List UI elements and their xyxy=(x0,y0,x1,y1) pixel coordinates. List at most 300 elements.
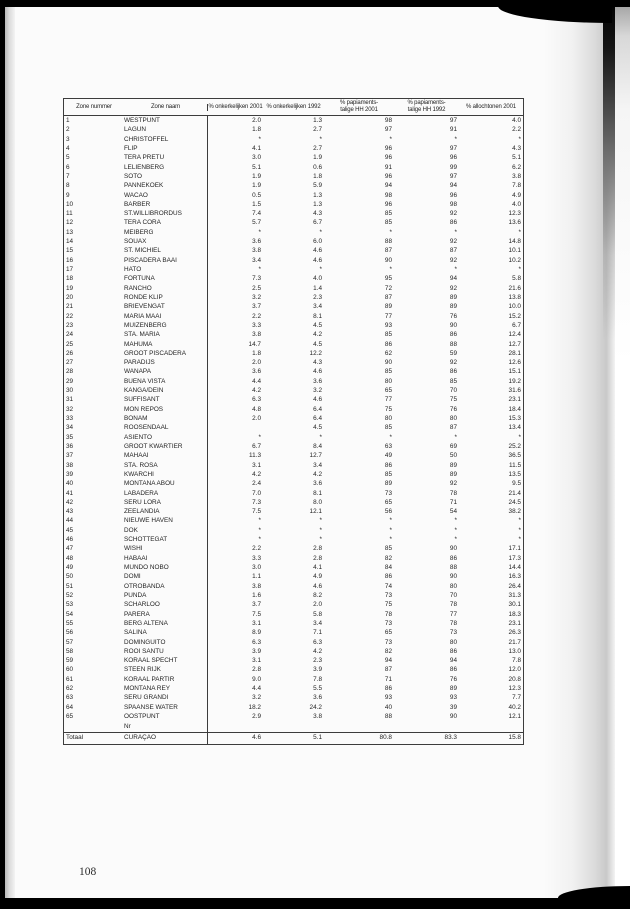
column-header-zone-naam: Zone naam xyxy=(150,103,180,110)
pct-allochtonen-2001-cell: 21.6 xyxy=(508,284,521,292)
pct-papiamentstalige-hh-1992-cell: 89 xyxy=(449,293,457,301)
pct-onkerkelijken-1992-cell: 4.2 xyxy=(313,331,322,339)
pct-papiamentstalige-hh-1992-cell: 91 xyxy=(449,126,457,134)
pct-onkerkelijken-1992-cell: 12.2 xyxy=(309,349,322,357)
pct-onkerkelijken-2001-cell: 4.2 xyxy=(207,470,263,479)
pct-papiamentstalige-hh-1992-cell: 89 xyxy=(449,685,457,693)
pct-onkerkelijken-2001-cell: 3.0 xyxy=(207,563,263,572)
pct-onkerkelijken-2001-cell: 3.4 xyxy=(207,256,263,265)
zone-number-cell: 7 xyxy=(66,172,70,180)
zone-number-cell: 46 xyxy=(66,536,74,544)
pct-allochtonen-2001-cell: 19.2 xyxy=(508,377,521,385)
zone-name-cell: ROOI SANTU xyxy=(124,647,164,655)
pct-papiamentstalige-hh-1992-cell: 86 xyxy=(449,219,457,227)
pct-onkerkelijken-2001-cell: 6.3 xyxy=(207,395,263,404)
pct-onkerkelijken-2001-cell: 3.9 xyxy=(207,647,263,656)
pct-allochtonen-2001-cell: 18.3 xyxy=(508,610,521,618)
pct-onkerkelijken-2001-cell: 2.2 xyxy=(207,544,263,553)
pct-onkerkelijken-2001-cell: * xyxy=(207,265,263,274)
pct-onkerkelijken-1992-cell: 8.0 xyxy=(313,498,322,506)
table-row xyxy=(64,461,523,470)
pct-papiamentstalige-hh-1992-cell: 80 xyxy=(449,582,457,590)
table-row xyxy=(64,479,523,488)
table-row xyxy=(64,405,523,414)
pct-onkerkelijken-1992-cell: 3.6 xyxy=(313,694,322,702)
table-row xyxy=(64,302,523,311)
column-header-zone-nummer: Zone nummer xyxy=(76,103,112,110)
zone-name-cell: MEIBERG xyxy=(124,228,154,236)
pct-papiamentstalige-hh-2001-cell: 80.8 xyxy=(379,734,392,742)
pct-onkerkelijken-2001-cell: 7.5 xyxy=(207,610,263,619)
pct-allochtonen-2001-cell: 7.8 xyxy=(512,657,521,665)
zone-number-cell: 34 xyxy=(66,424,74,432)
zone-number-cell: 25 xyxy=(66,340,74,348)
zone-name-cell: TERA CORA xyxy=(124,219,161,227)
pct-onkerkelijken-1992-cell: 5.5 xyxy=(313,685,322,693)
table-row xyxy=(64,414,523,423)
table-row xyxy=(64,153,523,162)
pct-papiamentstalige-hh-1992-cell: 80 xyxy=(449,415,457,422)
pct-papiamentstalige-hh-1992-cell: 89 xyxy=(449,470,457,478)
pct-allochtonen-2001-cell: 12.6 xyxy=(508,359,521,367)
zone-name-cell: DOMINGUITO xyxy=(124,638,166,646)
pct-onkerkelijken-1992-cell: 6.4 xyxy=(313,405,322,413)
pct-onkerkelijken-1992-cell: 4.0 xyxy=(313,275,322,283)
pct-allochtonen-2001-cell: * xyxy=(518,433,521,441)
pct-onkerkelijken-1992-cell: 4.6 xyxy=(313,256,322,264)
pct-allochtonen-2001-cell: 14.8 xyxy=(508,238,521,246)
zone-number-cell: 47 xyxy=(66,545,74,553)
pct-papiamentstalige-hh-2001-cell: 85 xyxy=(384,368,392,376)
zone-number-cell: 11 xyxy=(66,210,73,218)
pct-onkerkelijken-2001-cell: 2.2 xyxy=(207,312,263,321)
pct-papiamentstalige-hh-1992-cell: 92 xyxy=(449,284,457,292)
nr-label-row xyxy=(64,721,523,732)
zone-number-cell: 53 xyxy=(66,601,74,609)
pct-onkerkelijken-2001-cell: 3.7 xyxy=(207,600,263,609)
zone-number-cell: 26 xyxy=(66,349,74,357)
pct-onkerkelijken-1992-cell: 3.4 xyxy=(313,303,322,311)
pct-allochtonen-2001-cell: 21.7 xyxy=(508,638,521,646)
pct-allochtonen-2001-cell: 3.8 xyxy=(512,172,521,180)
pct-onkerkelijken-2001-cell: 18.2 xyxy=(207,703,263,712)
pct-papiamentstalige-hh-2001-cell: 77 xyxy=(384,312,392,320)
pct-onkerkelijken-1992-cell: 6.0 xyxy=(313,238,322,246)
pct-allochtonen-2001-cell: 4.9 xyxy=(512,191,521,199)
zone-name-cell: KORAAL PARTIR xyxy=(124,675,175,683)
pct-onkerkelijken-2001-cell: 5.1 xyxy=(207,163,263,172)
pct-allochtonen-2001-cell: 40.2 xyxy=(508,703,521,711)
pct-onkerkelijken-1992-cell: 5.1 xyxy=(313,734,322,742)
pct-papiamentstalige-hh-1992-cell: * xyxy=(454,526,457,534)
pct-papiamentstalige-hh-2001-cell: 72 xyxy=(384,284,392,292)
pct-allochtonen-2001-cell: 12.3 xyxy=(508,685,521,693)
table-row xyxy=(64,144,523,153)
pct-onkerkelijken-1992-cell: 4.1 xyxy=(313,564,322,571)
zone-name-cell: FORTUNA xyxy=(124,275,155,283)
pct-onkerkelijken-2001-cell xyxy=(207,423,263,432)
pct-onkerkelijken-2001-cell: 3.8 xyxy=(207,246,263,255)
pct-allochtonen-2001-cell: 10.0 xyxy=(508,303,521,311)
scan-left-page-edge xyxy=(5,0,15,909)
zone-name-cell: GROOT KWARTIER xyxy=(124,442,183,450)
pct-allochtonen-2001-cell: 20.8 xyxy=(508,675,521,683)
table-row xyxy=(64,423,523,432)
pct-papiamentstalige-hh-2001-cell: 97 xyxy=(384,126,392,134)
pct-allochtonen-2001-cell: * xyxy=(518,526,521,534)
zone-name-cell: BERG ALTENA xyxy=(124,619,168,627)
pct-papiamentstalige-hh-2001-cell: 82 xyxy=(384,554,392,562)
table-row xyxy=(64,675,523,684)
pct-papiamentstalige-hh-1992-cell: 92 xyxy=(449,210,457,218)
pct-onkerkelijken-2001-cell: * xyxy=(207,433,263,442)
table-row xyxy=(64,665,523,674)
pct-onkerkelijken-2001-cell: 0.5 xyxy=(207,191,263,200)
pct-papiamentstalige-hh-2001-cell: 80 xyxy=(384,415,392,422)
table-header-row xyxy=(64,98,523,116)
pct-papiamentstalige-hh-1992-cell: 78 xyxy=(449,619,457,627)
pct-allochtonen-2001-cell: 12.7 xyxy=(508,340,521,348)
pct-papiamentstalige-hh-2001-cell: 93 xyxy=(384,321,392,329)
pct-onkerkelijken-1992-cell: 1.3 xyxy=(313,200,322,208)
pct-onkerkelijken-1992-cell: 4.6 xyxy=(313,396,322,404)
table-row xyxy=(64,395,523,404)
pct-onkerkelijken-2001-cell: 14.7 xyxy=(207,340,263,349)
pct-papiamentstalige-hh-1992-cell: 94 xyxy=(449,182,457,190)
pct-onkerkelijken-1992-cell: 3.8 xyxy=(313,713,322,720)
zone-name-cell: SALINA xyxy=(124,629,147,637)
pct-allochtonen-2001-cell: 15.2 xyxy=(508,312,521,320)
pct-onkerkelijken-1992-cell: 4.6 xyxy=(313,582,322,590)
pct-papiamentstalige-hh-2001-cell: 96 xyxy=(384,154,392,162)
column-header-papiamentstalige-hh-2001: % papiaments- talige HH 2001 xyxy=(339,100,379,113)
pct-papiamentstalige-hh-2001-cell: 86 xyxy=(384,573,392,581)
pct-papiamentstalige-hh-2001-cell: 75 xyxy=(384,405,392,413)
pct-onkerkelijken-1992-cell: 1.4 xyxy=(313,284,322,292)
zone-name-cell: RANCHO xyxy=(124,284,152,292)
pct-onkerkelijken-1992-cell: 4.6 xyxy=(313,368,322,376)
pct-onkerkelijken-2001-cell: 3.0 xyxy=(207,153,263,162)
pct-papiamentstalige-hh-2001-cell: * xyxy=(389,536,392,544)
zone-number-cell: 60 xyxy=(66,666,74,674)
pct-onkerkelijken-2001-cell: 2.8 xyxy=(207,665,263,674)
table-row xyxy=(64,470,523,479)
zone-name-cell: OTROBANDA xyxy=(124,582,165,590)
pct-onkerkelijken-2001-cell: 2.9 xyxy=(207,712,263,721)
zone-number-cell: 42 xyxy=(66,498,74,506)
pct-onkerkelijken-2001-cell: * xyxy=(207,526,263,535)
pct-allochtonen-2001-cell: 13.0 xyxy=(508,647,521,655)
zone-name-cell: MUIZENBERG xyxy=(124,321,167,329)
table-row xyxy=(64,293,523,302)
zone-number-cell: 16 xyxy=(66,256,74,264)
zone-number-cell: 36 xyxy=(66,442,74,450)
pct-papiamentstalige-hh-1992-cell: 90 xyxy=(449,573,457,581)
zone-name-cell: CHRISTOFFEL xyxy=(124,135,169,143)
pct-onkerkelijken-2001-cell: 4.8 xyxy=(207,405,263,414)
pct-onkerkelijken-1992-cell: * xyxy=(319,536,322,544)
zone-number-cell: 55 xyxy=(66,619,74,627)
zone-number-cell: 19 xyxy=(66,284,74,292)
pct-onkerkelijken-2001-cell: 3.2 xyxy=(207,693,263,702)
pct-papiamentstalige-hh-2001-cell: 85 xyxy=(384,545,392,553)
pct-allochtonen-2001-cell: 31.3 xyxy=(508,591,521,599)
zone-number-cell: 57 xyxy=(66,638,74,646)
pct-allochtonen-2001-cell: 23.1 xyxy=(508,396,521,404)
pct-allochtonen-2001-cell: 12.3 xyxy=(508,210,521,218)
pct-papiamentstalige-hh-1992-cell: 92 xyxy=(449,480,457,488)
zone-name-cell: STA. MARIA xyxy=(124,331,160,339)
pct-papiamentstalige-hh-2001-cell: 71 xyxy=(384,675,392,683)
pct-papiamentstalige-hh-1992-cell: * xyxy=(454,517,457,525)
pct-papiamentstalige-hh-1992-cell: 99 xyxy=(449,163,457,171)
pct-allochtonen-2001-cell: 17.3 xyxy=(508,554,521,562)
pct-onkerkelijken-2001-cell: 7.0 xyxy=(207,489,263,498)
pct-papiamentstalige-hh-1992-cell: 89 xyxy=(449,303,457,311)
pct-allochtonen-2001-cell: 10.1 xyxy=(508,247,521,255)
pct-papiamentstalige-hh-1992-cell: * xyxy=(454,536,457,544)
pct-papiamentstalige-hh-1992-cell: 86 xyxy=(449,554,457,562)
zone-name-cell: MUNDO NOBO xyxy=(124,564,169,571)
zone-number-cell: 62 xyxy=(66,685,74,693)
pct-onkerkelijken-2001-cell: 1.8 xyxy=(207,349,263,358)
pct-papiamentstalige-hh-2001-cell: 90 xyxy=(384,256,392,264)
zone-number-cell: 32 xyxy=(66,405,74,413)
pct-papiamentstalige-hh-1992-cell: 87 xyxy=(449,247,457,255)
pct-onkerkelijken-2001-cell: 1.5 xyxy=(207,200,263,209)
pct-papiamentstalige-hh-1992-cell: 70 xyxy=(449,387,457,395)
zone-number-cell: 12 xyxy=(66,219,74,227)
pct-papiamentstalige-hh-2001-cell: 86 xyxy=(384,685,392,693)
zone-name-cell: LABADERA xyxy=(124,489,159,497)
pct-onkerkelijken-1992-cell: 4.6 xyxy=(313,247,322,255)
column-header-onkerkelijken-1992: % onkerkelijken 1992 xyxy=(266,103,321,110)
pct-onkerkelijken-1992-cell: 2.8 xyxy=(313,554,322,562)
zone-name-cell: LELIENBERG xyxy=(124,163,165,171)
pct-onkerkelijken-1992-cell: 4.9 xyxy=(313,573,322,581)
scan-edge-bottom xyxy=(0,898,630,909)
table-row xyxy=(64,181,523,190)
table-row xyxy=(64,200,523,209)
zone-name-cell: OOSTPUNT xyxy=(124,713,160,720)
pct-onkerkelijken-1992-cell: 8.1 xyxy=(313,312,322,320)
pct-papiamentstalige-hh-1992-cell: 78 xyxy=(449,601,457,609)
zone-number-cell: 37 xyxy=(66,452,74,460)
zone-number-cell: 30 xyxy=(66,387,74,395)
pct-onkerkelijken-2001-cell: 2.0 xyxy=(207,414,263,423)
zone-number-cell: 44 xyxy=(66,517,74,525)
table-row xyxy=(64,367,523,376)
zone-number-cell: 31 xyxy=(66,396,74,404)
pct-papiamentstalige-hh-1992-cell: 90 xyxy=(449,545,457,553)
zone-name-cell: ASIENTO xyxy=(124,433,152,441)
zone-name-cell: SUFFISANT xyxy=(124,396,160,404)
pct-onkerkelijken-2001-cell: 4.6 xyxy=(207,733,263,744)
pct-papiamentstalige-hh-2001-cell: 88 xyxy=(384,238,392,246)
table-row xyxy=(64,591,523,600)
pct-allochtonen-2001-cell: 4.0 xyxy=(512,117,521,124)
table-row xyxy=(64,312,523,321)
pct-papiamentstalige-hh-2001-cell: 65 xyxy=(384,498,392,506)
pct-allochtonen-2001-cell: 31.6 xyxy=(508,387,521,395)
zone-number-cell: 50 xyxy=(66,573,74,581)
column-header-onkerkelijken-2001: % onkerkelijken 2001 xyxy=(208,103,263,110)
pct-allochtonen-2001-cell: 13.4 xyxy=(508,424,521,432)
table-row xyxy=(64,563,523,572)
table-row xyxy=(64,535,523,544)
zone-number-cell: 23 xyxy=(66,321,74,329)
zone-name-cell: ST.WILLIBRORDUS xyxy=(124,210,182,218)
pct-papiamentstalige-hh-1992-cell: 92 xyxy=(449,238,457,246)
pct-onkerkelijken-1992-cell: 2.3 xyxy=(313,657,322,665)
pct-onkerkelijken-1992-cell: 3.4 xyxy=(313,619,322,627)
pct-papiamentstalige-hh-2001-cell: 93 xyxy=(384,694,392,702)
table-row xyxy=(64,516,523,525)
pct-allochtonen-2001-cell: 26.3 xyxy=(508,629,521,637)
table-row xyxy=(64,163,523,172)
table-row xyxy=(64,172,523,181)
pct-papiamentstalige-hh-1992-cell: 88 xyxy=(449,340,457,348)
pct-allochtonen-2001-cell: 4.0 xyxy=(512,200,521,208)
zone-name-cell: STA. ROSA xyxy=(124,461,158,469)
pct-papiamentstalige-hh-1992-cell: 83.3 xyxy=(444,734,457,742)
table-row xyxy=(64,703,523,712)
table-row xyxy=(64,228,523,237)
table-row xyxy=(64,498,523,507)
zone-name-cell: NIEUWE HAVEN xyxy=(124,517,173,525)
pct-onkerkelijken-2001-cell: 6.7 xyxy=(207,442,263,451)
zone-number-cell: 10 xyxy=(66,200,74,208)
pct-onkerkelijken-2001-cell: 3.1 xyxy=(207,619,263,628)
zone-number-cell: 1 xyxy=(66,117,70,124)
table-row xyxy=(64,684,523,693)
pct-papiamentstalige-hh-1992-cell: 59 xyxy=(449,349,457,357)
table-row xyxy=(64,628,523,637)
pct-onkerkelijken-2001-cell: 3.8 xyxy=(207,330,263,339)
zone-name-cell: ZEELANDIA xyxy=(124,508,160,516)
pct-papiamentstalige-hh-1992-cell: * xyxy=(454,433,457,441)
pct-allochtonen-2001-cell: 15.8 xyxy=(508,734,521,742)
pct-papiamentstalige-hh-2001-cell: 87 xyxy=(384,293,392,301)
pct-papiamentstalige-hh-2001-cell: 78 xyxy=(384,610,392,618)
zone-number-cell: 38 xyxy=(66,461,74,469)
pct-papiamentstalige-hh-2001-cell: 91 xyxy=(384,163,392,171)
table-row xyxy=(64,544,523,553)
pct-onkerkelijken-2001-cell: 2.0 xyxy=(207,116,263,125)
pct-papiamentstalige-hh-2001-cell: 88 xyxy=(384,713,392,720)
zone-name-cell: MONTANA ABOU xyxy=(124,480,175,488)
pct-onkerkelijken-2001-cell: 2.4 xyxy=(207,479,263,488)
zone-number-cell: 9 xyxy=(66,191,70,199)
pct-onkerkelijken-1992-cell: 12.1 xyxy=(309,508,322,516)
table-row xyxy=(64,349,523,358)
pct-papiamentstalige-hh-2001-cell: 65 xyxy=(384,387,392,395)
pct-papiamentstalige-hh-1992-cell: 76 xyxy=(449,405,457,413)
table-row xyxy=(64,377,523,386)
table-row xyxy=(64,358,523,367)
zone-name-cell: BONAM xyxy=(124,415,148,422)
pct-onkerkelijken-2001-cell: 5.7 xyxy=(207,218,263,227)
zone-name-cell: HABAAI xyxy=(124,554,148,562)
pct-onkerkelijken-2001-cell: 1.8 xyxy=(207,125,263,134)
zone-number-cell: 64 xyxy=(66,703,74,711)
zone-name-cell: STEEN RIJK xyxy=(124,666,161,674)
zone-name-cell: MAHAAI xyxy=(124,452,149,460)
table-row xyxy=(64,340,523,349)
zone-number-cell: 15 xyxy=(66,247,74,255)
zone-name-cell: DOMI xyxy=(124,573,141,581)
pct-onkerkelijken-1992-cell: 4.5 xyxy=(313,340,322,348)
zone-number-cell: 5 xyxy=(66,154,70,162)
pct-onkerkelijken-1992-cell: 4.2 xyxy=(313,470,322,478)
pct-papiamentstalige-hh-1992-cell: 86 xyxy=(449,331,457,339)
pct-papiamentstalige-hh-2001-cell: * xyxy=(389,433,392,441)
table-row xyxy=(64,507,523,516)
zone-name-cell: DOK xyxy=(124,526,138,534)
pct-papiamentstalige-hh-2001-cell: 49 xyxy=(384,452,392,460)
pct-onkerkelijken-1992-cell: 7.8 xyxy=(313,675,322,683)
pct-allochtonen-2001-cell: 18.4 xyxy=(508,405,521,413)
zone-name-cell: KORAAL SPECHT xyxy=(124,657,178,665)
pct-allochtonen-2001-cell: 4.3 xyxy=(512,144,521,152)
pct-papiamentstalige-hh-2001-cell: 84 xyxy=(384,564,392,571)
pct-onkerkelijken-2001-cell: 3.6 xyxy=(207,367,263,376)
pct-allochtonen-2001-cell: * xyxy=(518,135,521,143)
pct-papiamentstalige-hh-2001-cell: 95 xyxy=(384,275,392,283)
pct-allochtonen-2001-cell: 12.4 xyxy=(508,331,521,339)
pct-papiamentstalige-hh-1992-cell: 39 xyxy=(449,703,457,711)
zone-name-cell: SOTO xyxy=(124,172,142,180)
pct-papiamentstalige-hh-1992-cell: 93 xyxy=(449,694,457,702)
table-row xyxy=(64,433,523,442)
zone-name-cell: HATO xyxy=(124,266,142,273)
table-row xyxy=(64,246,523,255)
zone-name-cell: TERA PRETU xyxy=(124,154,165,162)
pct-onkerkelijken-1992-cell: 2.7 xyxy=(313,144,322,152)
pct-allochtonen-2001-cell: 21.4 xyxy=(508,489,521,497)
pct-allochtonen-2001-cell: 30.1 xyxy=(508,601,521,609)
zone-name-cell: PARERA xyxy=(124,610,150,618)
pct-onkerkelijken-2001-cell: 3.3 xyxy=(207,321,263,330)
table-row xyxy=(64,712,523,721)
pct-onkerkelijken-1992-cell: 5.9 xyxy=(313,182,322,190)
zone-name-cell: SPAANSE WATER xyxy=(124,703,178,711)
zone-number-cell: 3 xyxy=(66,135,70,143)
pct-onkerkelijken-1992-cell: 4.5 xyxy=(313,424,322,432)
pct-onkerkelijken-1992-cell: 8.4 xyxy=(313,442,322,450)
zone-name-cell: PISCADERA BAAI xyxy=(124,256,177,264)
pct-onkerkelijken-1992-cell: 7.1 xyxy=(313,629,322,637)
table-row xyxy=(64,237,523,246)
pct-onkerkelijken-1992-cell: 3.4 xyxy=(313,461,322,469)
pct-onkerkelijken-1992-cell xyxy=(263,721,324,732)
pct-allochtonen-2001-cell: 7.7 xyxy=(512,694,521,702)
zone-number-cell: 52 xyxy=(66,591,74,599)
pct-allochtonen-2001-cell: 24.5 xyxy=(508,498,521,506)
pct-papiamentstalige-hh-2001-cell: 80 xyxy=(384,377,392,385)
pct-papiamentstalige-hh-1992-cell: 85 xyxy=(449,377,457,385)
pct-onkerkelijken-1992-cell: 1.9 xyxy=(313,154,322,162)
zone-number-cell: 56 xyxy=(66,629,74,637)
pct-papiamentstalige-hh-1992-cell: 69 xyxy=(449,442,457,450)
scan-right-page-sliver xyxy=(615,0,630,909)
pct-papiamentstalige-hh-1992-cell: * xyxy=(454,266,457,273)
pct-allochtonen-2001-cell: 2.2 xyxy=(512,126,521,134)
zone-name-cell: BARBER xyxy=(124,200,151,208)
pct-papiamentstalige-hh-2001-cell: 98 xyxy=(384,191,392,199)
pct-papiamentstalige-hh-1992-cell: 87 xyxy=(449,424,457,432)
pct-allochtonen-2001-cell: 15.3 xyxy=(508,415,521,422)
